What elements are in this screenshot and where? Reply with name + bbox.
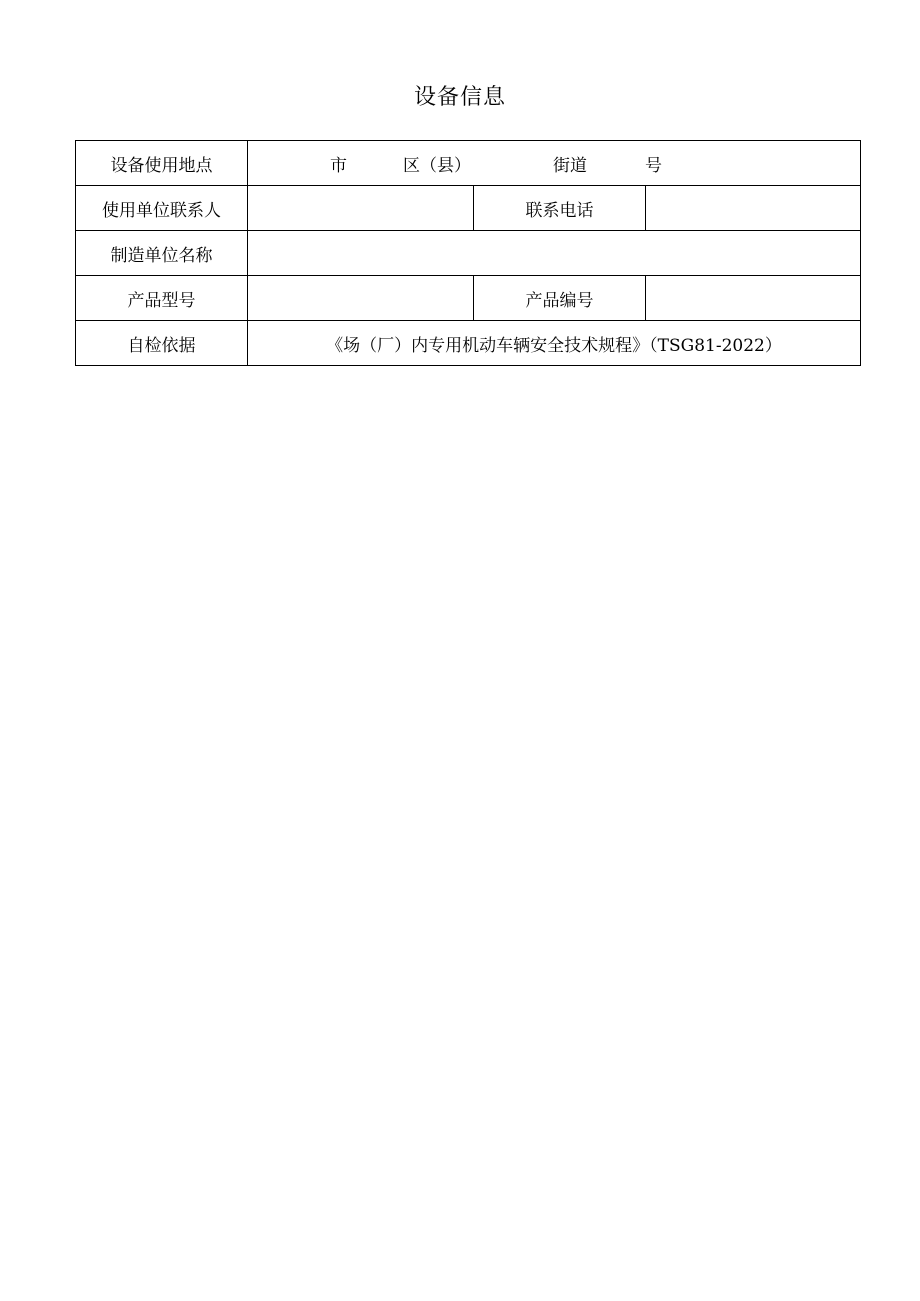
serial-field[interactable] bbox=[646, 276, 861, 321]
address-city-label: 市 bbox=[330, 155, 347, 176]
location-label: 设备使用地点 bbox=[76, 141, 248, 186]
table-row-manufacturer bbox=[76, 231, 861, 276]
basis-value: 《场（厂）内专用机动车辆安全技术规程》（TSG81-2022） bbox=[248, 321, 861, 366]
model-label: 产品型号 bbox=[76, 276, 248, 321]
serial-label: 产品编号 bbox=[474, 276, 646, 321]
table-row-product bbox=[76, 276, 861, 321]
table-row-basis bbox=[76, 321, 861, 366]
contact-person-field[interactable] bbox=[248, 186, 474, 231]
model-field[interactable] bbox=[248, 276, 474, 321]
table-row-contact bbox=[76, 186, 861, 231]
page-title: 设备信息 bbox=[413, 85, 506, 110]
equipment-info-table bbox=[75, 140, 861, 366]
address-district-label: 区（县） bbox=[403, 155, 471, 176]
address-fields bbox=[248, 151, 860, 176]
manufacturer-field[interactable] bbox=[248, 231, 861, 276]
table-row-location bbox=[76, 141, 861, 186]
location-value-cell[interactable] bbox=[248, 141, 861, 186]
basis-label: 自检依据 bbox=[76, 321, 248, 366]
address-street-label: 街道 bbox=[553, 155, 587, 176]
phone-field[interactable] bbox=[646, 186, 861, 231]
phone-label: 联系电话 bbox=[474, 186, 646, 231]
address-number-label: 号 bbox=[645, 155, 662, 176]
manufacturer-label: 制造单位名称 bbox=[76, 231, 248, 276]
contact-person-label: 使用单位联系人 bbox=[76, 186, 248, 231]
